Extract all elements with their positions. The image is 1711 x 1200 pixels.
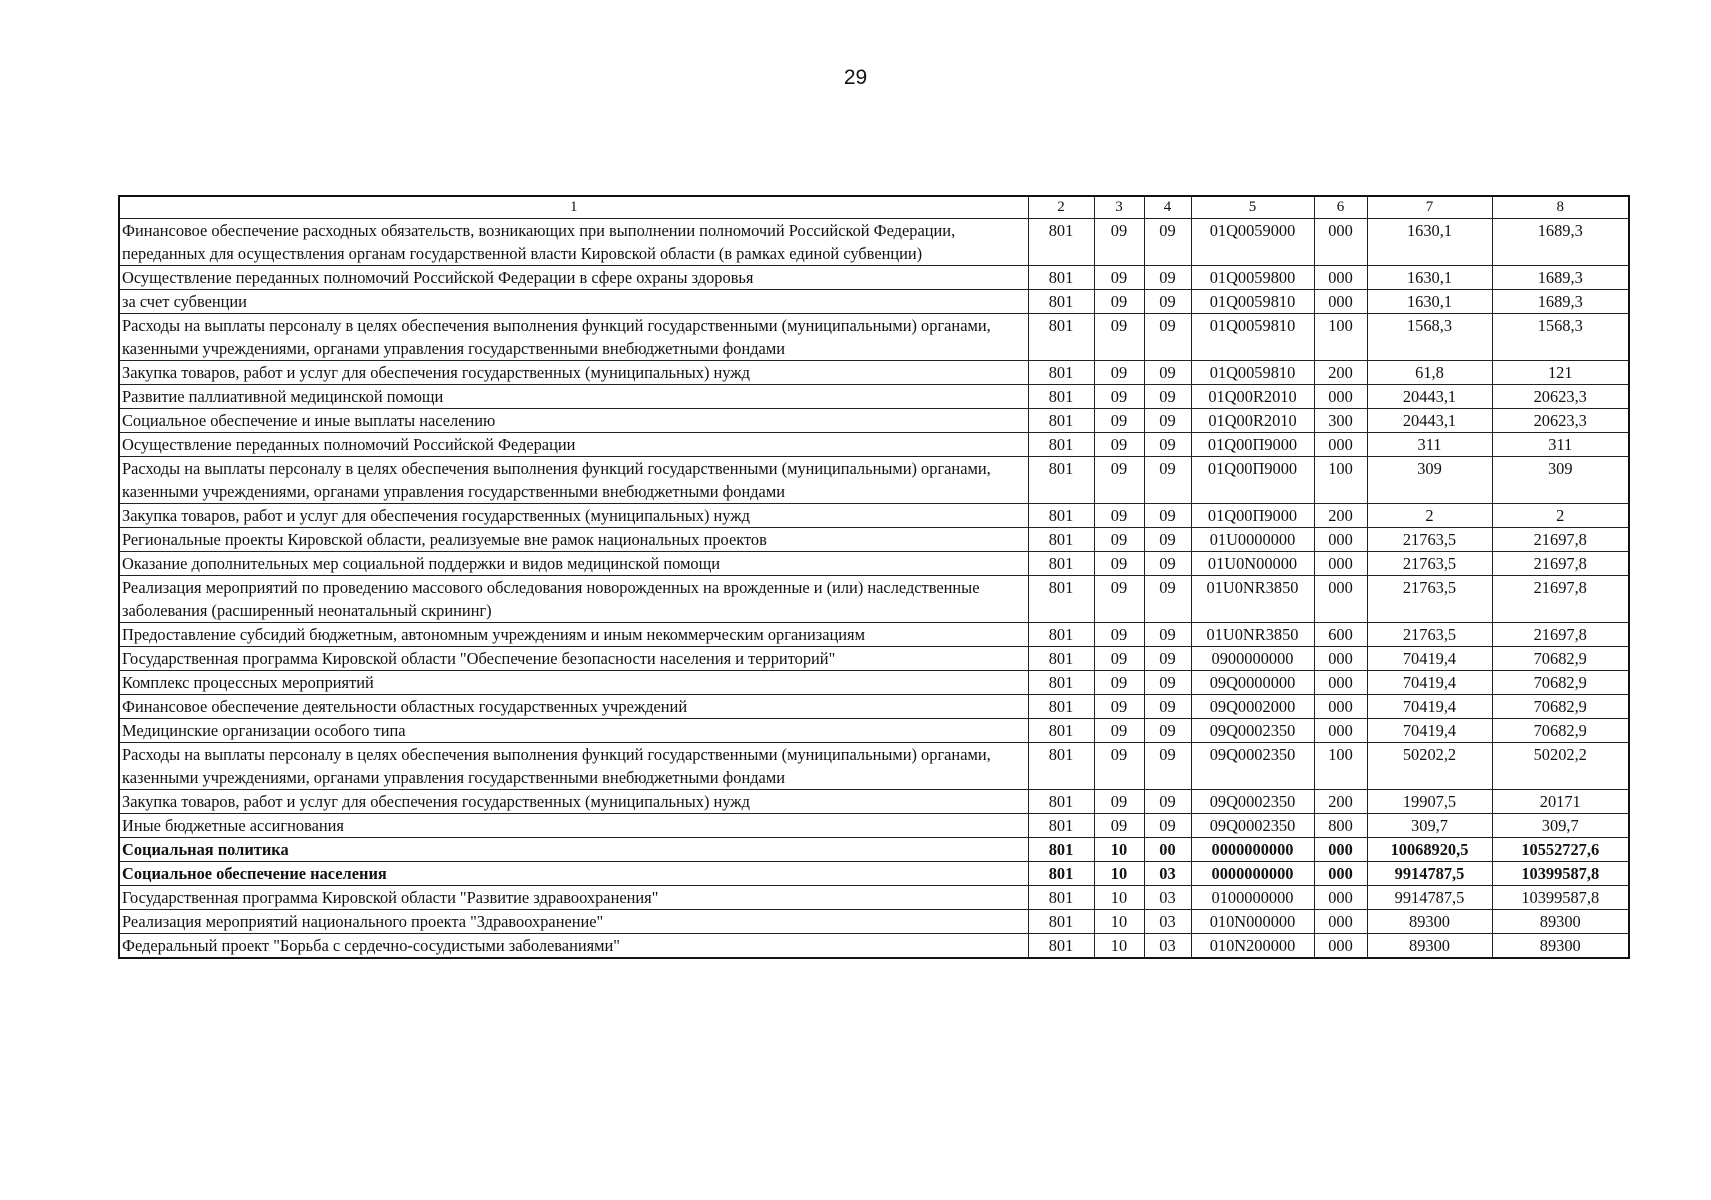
cell-amount-year1: 1630,1 — [1367, 290, 1492, 314]
cell-amount-year1: 2 — [1367, 504, 1492, 528]
row-description: Развитие паллиативной медицинской помощи — [119, 385, 1028, 409]
row-description: Осуществление переданных полномочий Российской Федерации — [119, 433, 1028, 457]
cell-amount-year2: 10399587,8 — [1492, 862, 1629, 886]
cell-section: 09 — [1094, 219, 1144, 266]
cell-subsection: 03 — [1144, 886, 1191, 910]
cell-target-article: 010N200000 — [1191, 934, 1314, 959]
cell-amount-year1: 50202,2 — [1367, 743, 1492, 790]
cell-chapter: 801 — [1028, 671, 1094, 695]
cell-amount-year2: 309,7 — [1492, 814, 1629, 838]
cell-amount-year2: 10399587,8 — [1492, 886, 1629, 910]
table-row — [119, 409, 1629, 433]
cell-section: 09 — [1094, 576, 1144, 623]
cell-target-article: 01Q0059000 — [1191, 219, 1314, 266]
cell-target-article: 01U0000000 — [1191, 528, 1314, 552]
row-description: Реализация мероприятий по проведению массового обследования новорожденных на врожденные и (или) наследственные заболевания (расширенный неонатальный скрининг) — [119, 576, 1028, 623]
cell-amount-year2: 20623,3 — [1492, 409, 1629, 433]
cell-amount-year1: 70419,4 — [1367, 719, 1492, 743]
cell-target-article: 01Q0059810 — [1191, 361, 1314, 385]
cell-chapter: 801 — [1028, 576, 1094, 623]
row-description: Медицинские организации особого типа — [119, 719, 1028, 743]
cell-expense-type: 000 — [1314, 934, 1367, 959]
cell-subsection: 09 — [1144, 576, 1191, 623]
table-row — [119, 671, 1629, 695]
row-description: Социальная политика — [119, 838, 1028, 862]
cell-amount-year2: 21697,8 — [1492, 576, 1629, 623]
cell-section: 09 — [1094, 504, 1144, 528]
column-header: 2 — [1028, 196, 1094, 219]
cell-amount-year1: 70419,4 — [1367, 647, 1492, 671]
table-row — [119, 814, 1629, 838]
cell-subsection: 09 — [1144, 266, 1191, 290]
cell-amount-year2: 50202,2 — [1492, 743, 1629, 790]
cell-section: 09 — [1094, 814, 1144, 838]
cell-target-article: 0000000000 — [1191, 838, 1314, 862]
cell-amount-year1: 89300 — [1367, 934, 1492, 959]
cell-amount-year2: 21697,8 — [1492, 528, 1629, 552]
cell-subsection: 09 — [1144, 361, 1191, 385]
cell-expense-type: 000 — [1314, 528, 1367, 552]
cell-chapter: 801 — [1028, 552, 1094, 576]
row-description: Региональные проекты Кировской области, реализуемые вне рамок национальных проектов — [119, 528, 1028, 552]
row-description: Предоставление субсидий бюджетным, автономным учреждениям и иным некоммерческим организациям — [119, 623, 1028, 647]
table-row — [119, 695, 1629, 719]
table-row — [119, 433, 1629, 457]
cell-amount-year1: 21763,5 — [1367, 528, 1492, 552]
cell-amount-year1: 20443,1 — [1367, 385, 1492, 409]
cell-section: 09 — [1094, 385, 1144, 409]
cell-chapter: 801 — [1028, 647, 1094, 671]
cell-subsection: 09 — [1144, 790, 1191, 814]
cell-amount-year1: 309 — [1367, 457, 1492, 504]
cell-amount-year2: 10552727,6 — [1492, 838, 1629, 862]
cell-amount-year1: 89300 — [1367, 910, 1492, 934]
cell-section: 09 — [1094, 266, 1144, 290]
cell-amount-year1: 309,7 — [1367, 814, 1492, 838]
cell-chapter: 801 — [1028, 814, 1094, 838]
cell-section: 09 — [1094, 719, 1144, 743]
cell-chapter: 801 — [1028, 719, 1094, 743]
cell-amount-year1: 70419,4 — [1367, 671, 1492, 695]
cell-chapter: 801 — [1028, 266, 1094, 290]
cell-expense-type: 100 — [1314, 314, 1367, 361]
cell-expense-type: 000 — [1314, 695, 1367, 719]
cell-expense-type: 000 — [1314, 671, 1367, 695]
cell-target-article: 01U0NR3850 — [1191, 623, 1314, 647]
cell-target-article: 01U0N00000 — [1191, 552, 1314, 576]
cell-amount-year2: 70682,9 — [1492, 671, 1629, 695]
cell-chapter: 801 — [1028, 504, 1094, 528]
row-description: Осуществление переданных полномочий Российской Федерации в сфере охраны здоровья — [119, 266, 1028, 290]
cell-chapter: 801 — [1028, 886, 1094, 910]
cell-section: 09 — [1094, 623, 1144, 647]
cell-target-article: 010N000000 — [1191, 910, 1314, 934]
cell-target-article: 01U0NR3850 — [1191, 576, 1314, 623]
cell-expense-type: 200 — [1314, 361, 1367, 385]
cell-section: 09 — [1094, 695, 1144, 719]
cell-section: 09 — [1094, 671, 1144, 695]
cell-subsection: 09 — [1144, 290, 1191, 314]
cell-expense-type: 200 — [1314, 790, 1367, 814]
cell-chapter: 801 — [1028, 934, 1094, 959]
cell-amount-year2: 121 — [1492, 361, 1629, 385]
cell-amount-year2: 70682,9 — [1492, 647, 1629, 671]
cell-target-article: 01Q00R2010 — [1191, 409, 1314, 433]
row-description: за счет субвенции — [119, 290, 1028, 314]
cell-chapter: 801 — [1028, 838, 1094, 862]
cell-subsection: 09 — [1144, 504, 1191, 528]
cell-section: 09 — [1094, 790, 1144, 814]
cell-expense-type: 300 — [1314, 409, 1367, 433]
cell-expense-type: 100 — [1314, 457, 1367, 504]
cell-target-article: 01Q00R2010 — [1191, 385, 1314, 409]
cell-section: 10 — [1094, 838, 1144, 862]
cell-target-article: 09Q0000000 — [1191, 671, 1314, 695]
cell-subsection: 03 — [1144, 910, 1191, 934]
cell-subsection: 09 — [1144, 385, 1191, 409]
cell-amount-year1: 21763,5 — [1367, 576, 1492, 623]
cell-chapter: 801 — [1028, 361, 1094, 385]
table-row — [119, 743, 1629, 790]
column-header: 6 — [1314, 196, 1367, 219]
row-description: Закупка товаров, работ и услуг для обеспечения государственных (муниципальных) нужд — [119, 790, 1028, 814]
cell-expense-type: 000 — [1314, 266, 1367, 290]
row-description: Финансовое обеспечение деятельности областных государственных учреждений — [119, 695, 1028, 719]
cell-target-article: 09Q0002000 — [1191, 695, 1314, 719]
cell-chapter: 801 — [1028, 433, 1094, 457]
row-description: Расходы на выплаты персоналу в целях обеспечения выполнения функций государственными (муниципальными) органами, казенными учреждениями, органами управления государственными внебюджетными фондами — [119, 457, 1028, 504]
table-row — [119, 504, 1629, 528]
table-row — [119, 838, 1629, 862]
cell-subsection: 09 — [1144, 528, 1191, 552]
cell-subsection: 09 — [1144, 695, 1191, 719]
cell-expense-type: 000 — [1314, 290, 1367, 314]
cell-expense-type: 000 — [1314, 576, 1367, 623]
cell-amount-year1: 9914787,5 — [1367, 886, 1492, 910]
cell-chapter: 801 — [1028, 790, 1094, 814]
cell-section: 10 — [1094, 934, 1144, 959]
cell-amount-year1: 1630,1 — [1367, 219, 1492, 266]
cell-subsection: 09 — [1144, 219, 1191, 266]
cell-target-article: 01Q0059810 — [1191, 290, 1314, 314]
cell-subsection: 09 — [1144, 457, 1191, 504]
cell-amount-year1: 9914787,5 — [1367, 862, 1492, 886]
column-header: 4 — [1144, 196, 1191, 219]
cell-amount-year1: 61,8 — [1367, 361, 1492, 385]
row-description: Финансовое обеспечение расходных обязательств, возникающих при выполнении полномочий Российской Федерации, переданных для осуществления органам государственной власти Кировской области (в рамках единой субвенции) — [119, 219, 1028, 266]
cell-amount-year2: 20171 — [1492, 790, 1629, 814]
cell-amount-year1: 10068920,5 — [1367, 838, 1492, 862]
cell-section: 10 — [1094, 886, 1144, 910]
cell-expense-type: 200 — [1314, 504, 1367, 528]
cell-subsection: 09 — [1144, 623, 1191, 647]
cell-chapter: 801 — [1028, 695, 1094, 719]
cell-expense-type: 000 — [1314, 385, 1367, 409]
cell-chapter: 801 — [1028, 290, 1094, 314]
cell-expense-type: 100 — [1314, 743, 1367, 790]
row-description: Социальное обеспечение и иные выплаты населению — [119, 409, 1028, 433]
cell-subsection: 03 — [1144, 862, 1191, 886]
cell-target-article: 0100000000 — [1191, 886, 1314, 910]
table-row — [119, 862, 1629, 886]
cell-target-article: 09Q0002350 — [1191, 719, 1314, 743]
column-header: 5 — [1191, 196, 1314, 219]
cell-expense-type: 000 — [1314, 862, 1367, 886]
table-row — [119, 910, 1629, 934]
cell-target-article: 0000000000 — [1191, 862, 1314, 886]
cell-section: 09 — [1094, 290, 1144, 314]
cell-target-article: 01Q00П9000 — [1191, 433, 1314, 457]
cell-amount-year2: 309 — [1492, 457, 1629, 504]
cell-amount-year2: 70682,9 — [1492, 719, 1629, 743]
cell-amount-year2: 70682,9 — [1492, 695, 1629, 719]
cell-chapter: 801 — [1028, 314, 1094, 361]
row-description: Закупка товаров, работ и услуг для обеспечения государственных (муниципальных) нужд — [119, 504, 1028, 528]
table-row — [119, 623, 1629, 647]
table-row — [119, 361, 1629, 385]
table-row — [119, 934, 1629, 959]
cell-section: 09 — [1094, 457, 1144, 504]
cell-chapter: 801 — [1028, 385, 1094, 409]
cell-chapter: 801 — [1028, 457, 1094, 504]
table-row — [119, 719, 1629, 743]
table-row — [119, 290, 1629, 314]
row-description: Иные бюджетные ассигнования — [119, 814, 1028, 838]
cell-chapter: 801 — [1028, 528, 1094, 552]
cell-amount-year2: 89300 — [1492, 910, 1629, 934]
cell-amount-year2: 1568,3 — [1492, 314, 1629, 361]
cell-amount-year2: 311 — [1492, 433, 1629, 457]
cell-target-article: 01Q00П9000 — [1191, 504, 1314, 528]
cell-chapter: 801 — [1028, 409, 1094, 433]
cell-subsection: 09 — [1144, 671, 1191, 695]
cell-subsection: 09 — [1144, 552, 1191, 576]
cell-section: 10 — [1094, 910, 1144, 934]
cell-amount-year2: 21697,8 — [1492, 623, 1629, 647]
cell-subsection: 09 — [1144, 647, 1191, 671]
table-row — [119, 552, 1629, 576]
cell-expense-type: 000 — [1314, 647, 1367, 671]
column-header: 8 — [1492, 196, 1629, 219]
cell-subsection: 09 — [1144, 743, 1191, 790]
cell-section: 09 — [1094, 433, 1144, 457]
cell-expense-type: 800 — [1314, 814, 1367, 838]
cell-amount-year2: 89300 — [1492, 934, 1629, 959]
table-row — [119, 266, 1629, 290]
cell-subsection: 03 — [1144, 934, 1191, 959]
cell-section: 09 — [1094, 409, 1144, 433]
cell-target-article: 01Q0059810 — [1191, 314, 1314, 361]
cell-amount-year1: 1568,3 — [1367, 314, 1492, 361]
table-header-row — [119, 196, 1629, 219]
cell-amount-year1: 1630,1 — [1367, 266, 1492, 290]
cell-amount-year2: 1689,3 — [1492, 290, 1629, 314]
cell-expense-type: 000 — [1314, 838, 1367, 862]
cell-section: 09 — [1094, 743, 1144, 790]
row-description: Комплекс процессных мероприятий — [119, 671, 1028, 695]
table-row — [119, 790, 1629, 814]
cell-subsection: 09 — [1144, 719, 1191, 743]
cell-expense-type: 000 — [1314, 552, 1367, 576]
cell-expense-type: 600 — [1314, 623, 1367, 647]
cell-expense-type: 000 — [1314, 719, 1367, 743]
cell-subsection: 09 — [1144, 433, 1191, 457]
cell-chapter: 801 — [1028, 743, 1094, 790]
budget-table — [118, 195, 1630, 959]
table-row — [119, 647, 1629, 671]
table-row — [119, 385, 1629, 409]
cell-target-article: 09Q0002350 — [1191, 790, 1314, 814]
cell-amount-year1: 70419,4 — [1367, 695, 1492, 719]
cell-amount-year1: 21763,5 — [1367, 552, 1492, 576]
cell-target-article: 01Q00П9000 — [1191, 457, 1314, 504]
cell-amount-year2: 20623,3 — [1492, 385, 1629, 409]
table-row — [119, 219, 1629, 266]
cell-expense-type: 000 — [1314, 886, 1367, 910]
row-description: Расходы на выплаты персоналу в целях обеспечения выполнения функций государственными (муниципальными) органами, казенными учреждениями, органами управления государственными внебюджетными фондами — [119, 314, 1028, 361]
row-description: Закупка товаров, работ и услуг для обеспечения государственных (муниципальных) нужд — [119, 361, 1028, 385]
cell-section: 09 — [1094, 528, 1144, 552]
cell-subsection: 00 — [1144, 838, 1191, 862]
cell-expense-type: 000 — [1314, 433, 1367, 457]
cell-subsection: 09 — [1144, 814, 1191, 838]
cell-amount-year2: 1689,3 — [1492, 219, 1629, 266]
table-row — [119, 886, 1629, 910]
cell-target-article: 09Q0002350 — [1191, 743, 1314, 790]
row-description: Государственная программа Кировской области "Обеспечение безопасности населения и территорий" — [119, 647, 1028, 671]
row-description: Реализация мероприятий национального проекта "Здравоохранение" — [119, 910, 1028, 934]
cell-chapter: 801 — [1028, 862, 1094, 886]
cell-section: 09 — [1094, 647, 1144, 671]
cell-amount-year1: 20443,1 — [1367, 409, 1492, 433]
cell-amount-year2: 21697,8 — [1492, 552, 1629, 576]
cell-section: 09 — [1094, 361, 1144, 385]
cell-amount-year2: 2 — [1492, 504, 1629, 528]
row-description: Расходы на выплаты персоналу в целях обеспечения выполнения функций государственными (муниципальными) органами, казенными учреждениями, органами управления государственными внебюджетными фондами — [119, 743, 1028, 790]
table-row — [119, 457, 1629, 504]
table-row — [119, 528, 1629, 552]
cell-section: 09 — [1094, 314, 1144, 361]
table-row — [119, 576, 1629, 623]
row-description: Федеральный проект "Борьба с сердечно-сосудистыми заболеваниями" — [119, 934, 1028, 959]
cell-target-article: 01Q0059800 — [1191, 266, 1314, 290]
cell-amount-year2: 1689,3 — [1492, 266, 1629, 290]
cell-section: 10 — [1094, 862, 1144, 886]
cell-amount-year1: 19907,5 — [1367, 790, 1492, 814]
cell-section: 09 — [1094, 552, 1144, 576]
cell-expense-type: 000 — [1314, 910, 1367, 934]
row-description: Социальное обеспечение населения — [119, 862, 1028, 886]
page-number: 29 — [843, 66, 868, 89]
column-header: 7 — [1367, 196, 1492, 219]
cell-amount-year1: 21763,5 — [1367, 623, 1492, 647]
cell-amount-year1: 311 — [1367, 433, 1492, 457]
cell-target-article: 09Q0002350 — [1191, 814, 1314, 838]
column-header: 1 — [119, 196, 1028, 219]
row-description: Оказание дополнительных мер социальной поддержки и видов медицинской помощи — [119, 552, 1028, 576]
column-header: 3 — [1094, 196, 1144, 219]
table-row — [119, 314, 1629, 361]
cell-subsection: 09 — [1144, 314, 1191, 361]
cell-subsection: 09 — [1144, 409, 1191, 433]
cell-chapter: 801 — [1028, 623, 1094, 647]
cell-chapter: 801 — [1028, 910, 1094, 934]
cell-chapter: 801 — [1028, 219, 1094, 266]
cell-target-article: 0900000000 — [1191, 647, 1314, 671]
cell-expense-type: 000 — [1314, 219, 1367, 266]
row-description: Государственная программа Кировской области "Развитие здравоохранения" — [119, 886, 1028, 910]
